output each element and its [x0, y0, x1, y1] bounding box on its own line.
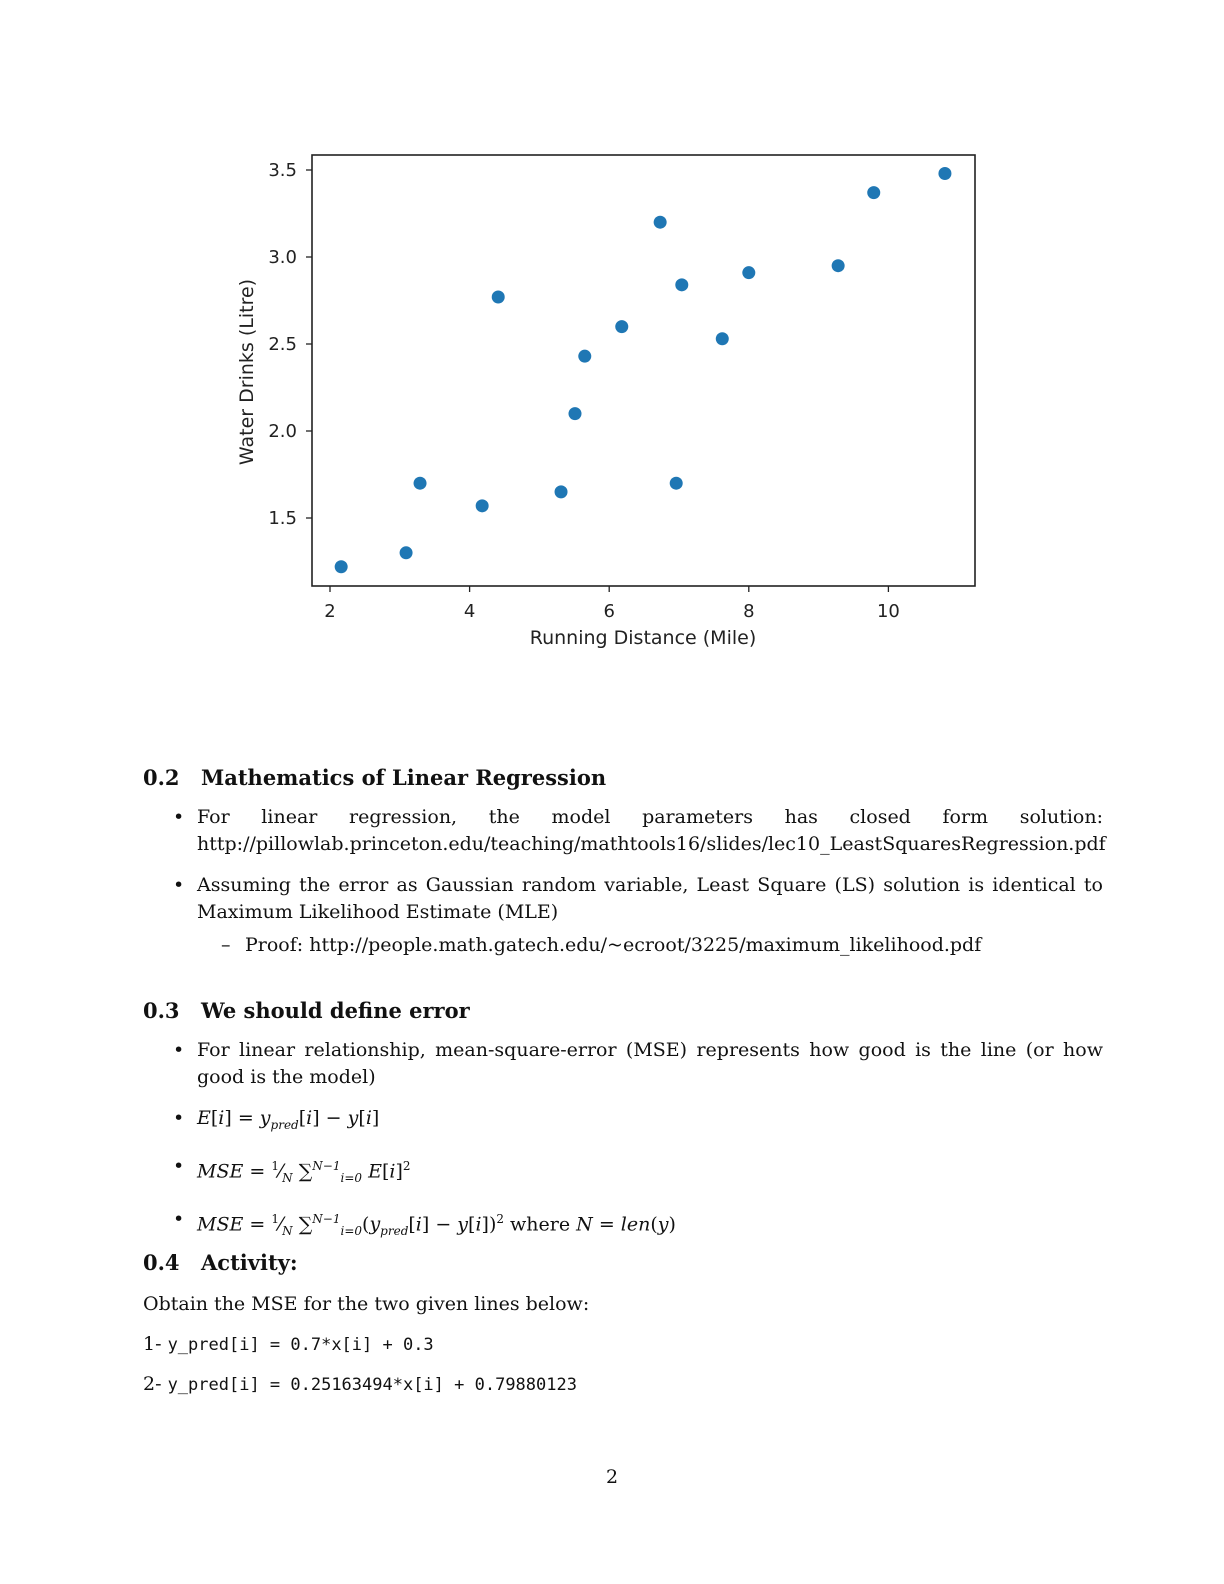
code-line-2: y_pred[i] = 0.25163494*x[i] + 0.79880123 [167, 1375, 577, 1395]
x-tick-label: 4 [463, 601, 476, 622]
section-0-4 [143, 1250, 1103, 1275]
data-point [615, 320, 628, 333]
activity-line-1: 1- y_pred[i] = 0.7*x[i] + 0.3 [143, 1333, 434, 1355]
data-point [578, 350, 591, 363]
x-tick-label: 10 [876, 601, 900, 622]
data-point [568, 407, 581, 420]
section-heading: 0.4 Activity: [143, 1250, 298, 1275]
data-point [832, 259, 845, 272]
scatter-points [335, 167, 952, 573]
y-axis-label: Water Drinks (Litre) [236, 278, 258, 466]
equation-error: • $E[i] = y_{pred}[i] - y[i]$ [143, 1105, 1103, 1139]
data-point [867, 186, 880, 199]
data-point [670, 477, 683, 490]
data-point [492, 291, 505, 304]
equation-mse-2: • MSE = $^1⁄_N$ $\sum^{N-1}_{i=0}(y_{pred}[i] - y[i])^2$ where N = len(y) [143, 1206, 1103, 1245]
y-tick-label: 2.0 [268, 421, 297, 442]
y-tick-label: 1.5 [268, 508, 297, 529]
bullet-item: • For linear regression, the model parameters has closed form solution: http://pillowlab.princeton.edu/teaching/mathtools16/slides/lec10_LeastSquaresRegression.pdf [143, 804, 1103, 858]
activity-line-2: 2- y_pred[i] = 0.25163494*x[i] + 0.79880123 [143, 1373, 577, 1395]
data-point [938, 167, 951, 180]
bullet-item: • Assuming the error as Gaussian random variable, Least Square (LS) solution is identical to Maximum Likelihood Estimate (MLE) – Proof: http://people.math.gatech.edu/~ecroot/3225/maximum_likelihood.pdf [143, 872, 1103, 959]
equation-mse-1: • MSE = $^1⁄_N$ ∑$^{N-1}_{i=0}$ $E[i]^2$ [143, 1153, 1103, 1192]
plot-frame [312, 155, 975, 586]
data-point [654, 216, 667, 229]
section-0-2 [143, 765, 1106, 959]
data-point [675, 278, 688, 291]
x-tick-label: 8 [743, 601, 755, 622]
x-tick-label: 6 [603, 601, 615, 622]
y-tick-label: 3.5 [268, 160, 297, 181]
section-heading: 0.3 We should define error [143, 998, 470, 1023]
page-number: 2 [605, 1466, 619, 1488]
data-point [335, 560, 348, 573]
data-point [414, 477, 427, 490]
link-leastsquares[interactable]: http://pillowlab.princeton.edu/teaching/mathtools16/slides/lec10_LeastSquaresRegression.pdf [197, 833, 1106, 855]
y-tick-label: 3.0 [268, 247, 297, 268]
x-axis-label: Running Distance (Mile) [529, 627, 757, 649]
section-0-3 [143, 998, 1103, 1245]
proof-link[interactable]: – Proof: http://people.math.gatech.edu/~ecroot/3225/maximum_likelihood.pdf [197, 932, 1103, 959]
data-point [716, 332, 729, 345]
bullet-item: • For linear relationship, mean-square-error (MSE) represents how good is the line (or how good is the model) [143, 1037, 1103, 1091]
axis-ticks [268, 160, 899, 622]
data-point [476, 499, 489, 512]
activity-intro: Obtain the MSE for the two given lines below: [143, 1293, 590, 1315]
x-tick-label: 2 [324, 601, 336, 622]
code-line-1: y_pred[i] = 0.7*x[i] + 0.3 [167, 1335, 434, 1355]
scatter-chart [225, 140, 995, 660]
data-point [555, 485, 568, 498]
section-heading: 0.2 Mathematics of Linear Regression [143, 765, 607, 790]
y-tick-label: 2.5 [268, 334, 297, 355]
data-point [742, 266, 755, 279]
data-point [400, 546, 413, 559]
